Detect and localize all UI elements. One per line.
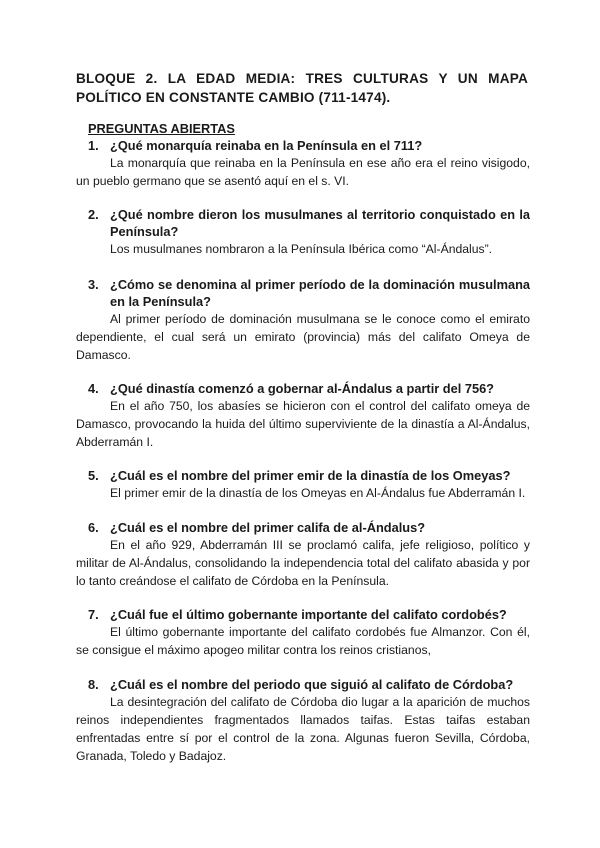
question-block-7 [76, 606, 530, 659]
answer-6: En el año 929, Abderramán III se proclamó califa, jefe religioso, político y militar de Al-Ándalus, consolidando la independencia total del califato abasida y por lo tanto creándose el califato de Córdoba en la Península. [76, 538, 530, 588]
question-number: 6. [88, 520, 99, 535]
answer-4: En el año 750, los abasíes se hicieron con el control del califato omeya de Damasco, provocando la huida del último superviviente de la dinastía a Al-Ándalus, Abderramán I. [76, 399, 530, 449]
document-title: BLOQUE 2. LA EDAD MEDIA: TRES CULTURAS Y UN MAPA POLÍTICO EN CONSTANTE CAMBIO (711-1474). [76, 71, 528, 105]
answer-8: La desintegración del califato de Córdoba dio lugar a la aparición de muchos reinos independientes fragmentados llamados taifas. Estas taifas estaban enfrentadas entre sí por el control de la zona. Algunas fueron Sevilla, Córdoba, Granada, Toledo y Badajoz. [76, 695, 530, 763]
answer-1: La monarquía que reinaba en la Península en ese año era el reino visigodo, un pueblo germano que se asentó aquí en el s. VI. [76, 156, 530, 188]
answer-2: Los musulmanes nombraron a la Península Ibérica como “Al-Ándalus”. [110, 242, 493, 256]
question-5 [86, 467, 530, 484]
question-text: ¿Cómo se denomina al primer período de la dominación musulmana en la Península? [110, 277, 530, 309]
question-text: ¿Qué monarquía reinaba en la Península en el 711? [110, 138, 423, 153]
question-block-6 [76, 519, 530, 590]
question-6 [86, 519, 530, 536]
question-number: 8. [88, 677, 99, 692]
question-7 [86, 606, 530, 623]
question-1 [86, 137, 530, 154]
question-block-4 [76, 380, 530, 451]
question-4 [86, 380, 530, 397]
question-number: 4. [88, 381, 99, 396]
question-text: ¿Cuál es el nombre del primer emir de la dinastía de los Omeyas? [110, 468, 511, 483]
answer-5: El primer emir de la dinastía de los Omeyas en Al-Ándalus fue Abderramán I. [110, 486, 526, 500]
question-number: 5. [88, 468, 99, 483]
question-block-2 [86, 206, 530, 258]
question-text: ¿Cuál es el nombre del primer califa de al-Ándalus? [110, 520, 426, 535]
question-number: 7. [88, 607, 99, 622]
question-number: 3. [88, 277, 99, 292]
question-8 [86, 676, 530, 693]
answer-3: Al primer período de dominación musulmana se le conoce como el emirato dependiente, el cual será un emirato (provincia) más del califato Omeya de Damasco. [76, 312, 530, 362]
question-text: ¿Cuál es el nombre del periodo que siguió al califato de Córdoba? [110, 677, 514, 692]
question-text: ¿Cuál fue el último gobernante importante del califato cordobés? [110, 607, 507, 622]
question-block-1 [76, 137, 530, 190]
answer-7: El último gobernante importante del califato cordobés fue Almanzor. Con él, se consigue el máximo apogeo militar contra los reinos cristianos, [76, 625, 530, 657]
question-text: ¿Qué nombre dieron los musulmanes al territorio conquistado en la Península? [110, 207, 530, 239]
question-text: ¿Qué dinastía comenzó a gobernar al-Ándalus a partir del 756? [110, 381, 495, 396]
question-block-3 [76, 276, 530, 364]
question-number: 1. [88, 138, 99, 153]
question-3 [86, 276, 530, 310]
section-heading: PREGUNTAS ABIERTAS [88, 121, 235, 136]
question-number: 2. [88, 207, 99, 222]
question-2 [86, 206, 530, 240]
question-block-5 [86, 467, 530, 502]
question-block-8 [76, 676, 530, 765]
